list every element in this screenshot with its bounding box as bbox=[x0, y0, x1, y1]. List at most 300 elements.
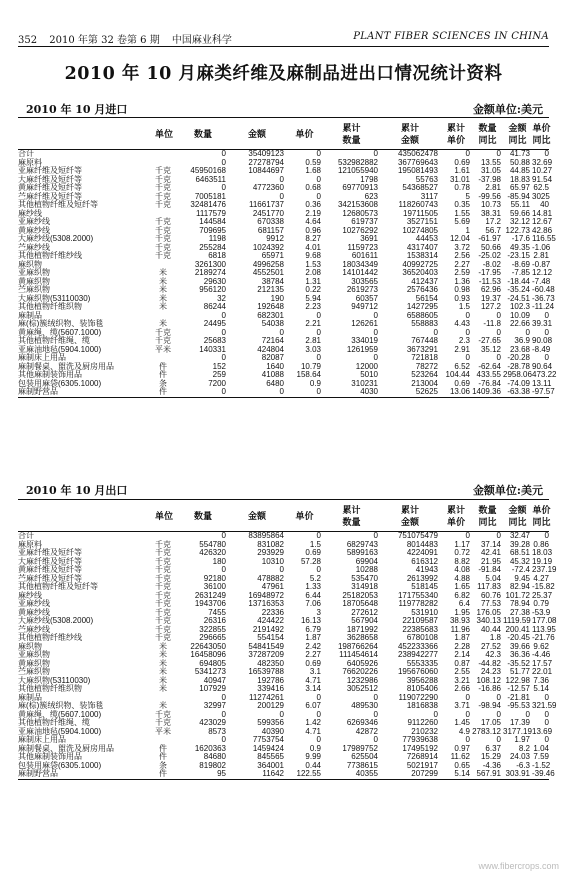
cell-qty_yoy: 56.7 bbox=[485, 225, 501, 235]
cell-price_yoy: 39.31 bbox=[532, 319, 553, 328]
cell-unit: 件 bbox=[159, 752, 167, 761]
cell-cum_qty: 126261 bbox=[351, 319, 378, 328]
cell-cum_qty: 18705648 bbox=[342, 599, 378, 608]
cell-price: 0.44 bbox=[305, 760, 321, 770]
cell-amt_yoy: 17.39 bbox=[509, 718, 530, 727]
cell-amt_yoy: -12.57 bbox=[507, 684, 530, 693]
table-header bbox=[18, 118, 549, 149]
cell-price: 0.9 bbox=[309, 378, 321, 388]
cell-price_yoy: 321.59 bbox=[532, 701, 557, 710]
cell-amt_yoy: -6.3 bbox=[516, 760, 530, 770]
row-label: 其他植物纤维织物 bbox=[18, 302, 82, 311]
cell-cum_qty: 121055940 bbox=[337, 166, 378, 175]
cell-price: 1.42 bbox=[305, 718, 321, 727]
cell-cum_price: 0.98 bbox=[454, 285, 470, 294]
cell-amt_yoy: 45.32 bbox=[509, 556, 530, 566]
cell-amt: 0 bbox=[279, 174, 284, 184]
cell-unit: 米 bbox=[159, 268, 167, 277]
row-label: 麻(棕)簇绒织物、装饰毯 bbox=[18, 319, 104, 328]
cell-cum_qty: 0 bbox=[373, 149, 378, 158]
cell-amt: 200129 bbox=[257, 701, 284, 710]
cell-cum_amt: 3117 bbox=[420, 191, 438, 201]
cell-cum_qty: 42872 bbox=[355, 726, 378, 736]
cell-cum_price: 0 bbox=[465, 149, 470, 158]
export-section-title: 2010 年 10 月出口 bbox=[26, 484, 128, 497]
cell-amt_yoy: 65.97 bbox=[509, 183, 530, 192]
cell-amt: 0 bbox=[279, 191, 284, 201]
cell-cum_qty: 40355 bbox=[355, 769, 378, 778]
cell-cum_amt: 2613992 bbox=[406, 573, 438, 583]
row-label: 大麻织物(53110030) bbox=[18, 293, 91, 303]
cell-cum_price: 11.62 bbox=[450, 752, 470, 761]
cell-qty_yoy: 0 bbox=[496, 149, 501, 158]
cell-qty_yoy: 340.13 bbox=[476, 616, 501, 625]
column-header-cum_qty: 累计 数量 bbox=[342, 504, 361, 527]
cell-amt_yoy: 32.12 bbox=[509, 217, 530, 226]
cell-unit: 米 bbox=[159, 285, 167, 294]
cell-unit: 千克 bbox=[155, 234, 171, 243]
cell-cum_price: 0 bbox=[465, 692, 470, 702]
cell-cum_amt: 207299 bbox=[411, 769, 438, 778]
cell-unit: 千克 bbox=[155, 200, 171, 209]
cell-qty_yoy: -25.02 bbox=[478, 251, 501, 260]
cell-cum_amt: 767448 bbox=[411, 336, 438, 345]
column-header-price: 单价 bbox=[295, 128, 314, 139]
cell-cum_price: 3.72 bbox=[454, 242, 470, 252]
cell-price: 0 bbox=[316, 709, 321, 719]
cell-amt_yoy: -72.4 bbox=[511, 565, 530, 574]
cell-qty: 423029 bbox=[199, 718, 226, 727]
cell-amt: 82087 bbox=[261, 353, 284, 362]
cell-unit: 米 bbox=[159, 658, 167, 668]
cell-price: 16.13 bbox=[300, 616, 321, 625]
cell-amt_yoy: 41.73 bbox=[509, 149, 530, 158]
cell-price: 0 bbox=[316, 149, 321, 158]
row-label: 其他植物纤维及短纤等 bbox=[18, 582, 98, 591]
cell-amt_yoy: 10.09 bbox=[509, 310, 530, 320]
cell-amt: 13716353 bbox=[248, 599, 284, 608]
row-label: 大麻纤维及短纤等 bbox=[18, 174, 82, 184]
cell-cum_price: 4.9 bbox=[458, 726, 470, 736]
cell-cum_price: 0.69 bbox=[454, 378, 470, 388]
column-header-unit: 单位 bbox=[154, 128, 173, 139]
cell-cum_qty: 625504 bbox=[351, 752, 378, 761]
cell-qty: 40947 bbox=[203, 675, 226, 685]
cell-cum_qty: 3052512 bbox=[346, 684, 378, 693]
cell-cum_qty: 60357 bbox=[355, 293, 378, 303]
cell-cum_price: 2.28 bbox=[454, 641, 470, 651]
cell-cum_qty: 310231 bbox=[351, 378, 378, 388]
cell-qty: 86244 bbox=[203, 302, 226, 311]
cell-qty_yoy: 31.05 bbox=[480, 166, 501, 175]
cell-qty: 22643050 bbox=[190, 641, 226, 651]
cell-amt_yoy: 200.41 bbox=[505, 624, 530, 634]
cell-qty: 95 bbox=[217, 769, 226, 778]
cell-price: 0.68 bbox=[305, 183, 321, 192]
cell-cum_qty: 12680573 bbox=[342, 208, 378, 218]
cell-price_yoy: 12.67 bbox=[532, 217, 553, 226]
cell-cum_amt: 412437 bbox=[411, 276, 438, 286]
cell-amt: 65971 bbox=[261, 251, 284, 260]
cell-qty_yoy: 50.66 bbox=[480, 242, 501, 252]
cell-price_yoy: 9.62 bbox=[533, 641, 549, 651]
cell-cum_qty: 601611 bbox=[351, 251, 378, 260]
cell-cum_amt: 238942277 bbox=[397, 650, 438, 659]
cell-qty_yoy: 176.05 bbox=[476, 607, 501, 617]
cell-amt: 4996258 bbox=[252, 259, 284, 269]
cell-cum_qty: 1871992 bbox=[346, 624, 378, 634]
cell-amt: 11274261 bbox=[249, 692, 284, 702]
row-label: 其他植物纤维纱线 bbox=[18, 251, 82, 260]
cell-cum_qty: 0 bbox=[373, 353, 378, 362]
row-label: 其他植物纤维纱线 bbox=[18, 633, 82, 642]
cell-amt: 599356 bbox=[257, 718, 284, 727]
cell-qty: 29630 bbox=[203, 276, 226, 286]
cell-qty_yoy: 62.96 bbox=[480, 285, 501, 294]
cell-amt_yoy: 122.98 bbox=[505, 675, 530, 685]
cell-price_yoy: 62.5 bbox=[533, 183, 549, 192]
row-label: 大麻纤维及短纤等 bbox=[18, 556, 82, 566]
cell-price_yoy: -53.9 bbox=[532, 607, 551, 617]
cell-amt_yoy: 39.28 bbox=[509, 539, 530, 549]
cell-unit: 千克 bbox=[155, 225, 171, 235]
cell-amt_yoy: 1.97 bbox=[514, 735, 530, 744]
cell-qty: 322855 bbox=[199, 624, 226, 634]
cell-amt: 670338 bbox=[257, 217, 284, 226]
cell-cum_price: 8.82 bbox=[454, 556, 470, 566]
row-label: 其他植物纤维绳、缆 bbox=[18, 336, 90, 345]
cell-cum_price: 2.27 bbox=[454, 259, 470, 269]
cell-price: 57.28 bbox=[300, 556, 321, 566]
cell-amt_yoy: -95.53 bbox=[507, 701, 530, 710]
cell-price_yoy: 90.08 bbox=[532, 336, 553, 345]
cell-unit: 千克 bbox=[155, 590, 171, 600]
column-header-amt: 金额 bbox=[247, 510, 266, 521]
cell-cum_amt: 210232 bbox=[411, 726, 438, 736]
cell-cum_price: 1.36 bbox=[454, 276, 470, 286]
cell-cum_amt: 40992725 bbox=[402, 259, 438, 269]
cell-qty: 32 bbox=[217, 293, 226, 303]
cell-amt_yoy: -74.09 bbox=[507, 378, 530, 388]
cell-amt_yoy: 101.72 bbox=[505, 590, 530, 600]
cell-cum_qty: 0 bbox=[373, 709, 378, 719]
cell-price_yoy: 25.37 bbox=[532, 590, 553, 600]
cell-amt_yoy: 50.88 bbox=[509, 157, 530, 167]
cell-price: 1.53 bbox=[305, 259, 321, 269]
cell-qty: 0 bbox=[221, 531, 226, 540]
cell-price: 2.81 bbox=[305, 336, 321, 345]
cell-cum_qty: 1798 bbox=[360, 174, 378, 184]
cell-amt: 16539788 bbox=[248, 667, 284, 676]
cell-price_yoy: 40 bbox=[540, 200, 549, 209]
cell-cum_price: 2.3 bbox=[458, 336, 470, 345]
row-label: 黄麻织物 bbox=[18, 658, 50, 668]
cell-amt: 192648 bbox=[257, 302, 284, 311]
cell-amt_yoy: 82.94 bbox=[509, 582, 530, 591]
row-label: 苎麻织物 bbox=[18, 285, 50, 294]
cell-cum_qty: 111454614 bbox=[339, 650, 378, 659]
cell-price_yoy: -11.24 bbox=[532, 302, 555, 311]
cell-cum_amt: 7268914 bbox=[406, 752, 438, 761]
cell-qty_yoy: 60.76 bbox=[480, 590, 501, 600]
cell-amt: 681157 bbox=[257, 225, 284, 235]
cell-amt: 554154 bbox=[257, 633, 284, 642]
cell-qty: 0 bbox=[221, 327, 226, 337]
cell-cum_amt: 3956288 bbox=[406, 675, 438, 685]
cell-unit: 件 bbox=[159, 370, 167, 379]
cell-cum_qty: 0 bbox=[373, 531, 378, 540]
cell-qty: 25683 bbox=[203, 336, 226, 345]
column-header-price_yoy: 单价 同比 bbox=[532, 504, 551, 527]
cell-qty: 255284 bbox=[199, 242, 226, 252]
cell-cum_price: 0 bbox=[465, 531, 470, 540]
cell-cum_amt: 1427295 bbox=[406, 302, 438, 311]
cell-price_yoy: 12.12 bbox=[532, 268, 553, 277]
cell-qty_yoy: -11.8 bbox=[483, 319, 501, 328]
cell-cum_qty: 1261959 bbox=[346, 344, 378, 354]
cell-price: 2.19 bbox=[305, 208, 321, 218]
cell-qty: 7200 bbox=[208, 378, 226, 388]
row-label: 麻制餐桌、盥洗及厨房用品 bbox=[18, 361, 114, 371]
cell-qty_yoy: 0 bbox=[496, 353, 501, 362]
cell-price: 0.9 bbox=[309, 743, 321, 753]
cell-cum_amt: 36520403 bbox=[402, 268, 438, 277]
cell-price: 6.79 bbox=[305, 624, 321, 634]
cell-qty: 5341273 bbox=[194, 667, 226, 676]
cell-unit: 米 bbox=[159, 319, 167, 328]
cell-price_yoy: -21.76 bbox=[532, 633, 555, 642]
cell-cum_amt: 9112260 bbox=[407, 718, 438, 727]
cell-amt: 41088 bbox=[261, 370, 284, 379]
cell-cum_price: 4.88 bbox=[454, 573, 470, 583]
cell-price_yoy: 10.27 bbox=[532, 166, 553, 175]
cell-cum_price: 31.01 bbox=[449, 174, 470, 184]
row-label: 麻制品 bbox=[18, 310, 42, 320]
import-amount-unit: 金额单位:美元 bbox=[472, 103, 543, 116]
cell-qty: 0 bbox=[221, 157, 226, 167]
cell-cum_price: 0.93 bbox=[454, 293, 470, 303]
cell-qty: 92180 bbox=[203, 573, 226, 583]
row-label: 苎麻织物 bbox=[18, 667, 50, 676]
cell-price_yoy: 0 bbox=[544, 149, 549, 158]
cell-price: 0.22 bbox=[305, 285, 321, 294]
cell-amt_yoy: 32.47 bbox=[509, 531, 530, 540]
column-header-qty_yoy: 数量 同比 bbox=[478, 504, 497, 527]
cell-cum_price: 11.96 bbox=[450, 624, 470, 634]
table-bottom-rule bbox=[18, 779, 549, 780]
cell-cum_amt: 19711505 bbox=[403, 208, 438, 218]
cell-qty: 426320 bbox=[199, 548, 226, 557]
cell-amt_yoy: 44.85 bbox=[509, 166, 530, 175]
cell-amt_yoy: -20.28 bbox=[507, 353, 530, 362]
cell-qty_yoy: 17.05 bbox=[480, 718, 501, 727]
cell-cum_qty: 3628658 bbox=[346, 633, 378, 642]
page-number: 352 bbox=[18, 35, 38, 46]
row-label: 亚麻织物 bbox=[18, 268, 50, 277]
cell-price_yoy: 0 bbox=[544, 531, 549, 540]
cell-qty_yoy: 42.41 bbox=[480, 548, 501, 557]
cell-cum_amt: 195676060 bbox=[397, 667, 438, 676]
cell-qty: 1620363 bbox=[194, 743, 226, 753]
cell-cum_price: 1 bbox=[465, 225, 470, 235]
row-label: 麻织物 bbox=[18, 641, 42, 651]
cell-cum_price: 12.04 bbox=[449, 234, 470, 243]
cell-price: 3.14 bbox=[305, 684, 321, 693]
cell-price: 4.64 bbox=[305, 217, 321, 226]
cell-cum_qty: 7738615 bbox=[346, 760, 378, 770]
cell-amt: 845565 bbox=[257, 752, 284, 761]
cell-price: 9.68 bbox=[305, 251, 321, 260]
cell-amt: 11642 bbox=[262, 769, 284, 778]
cell-amt: 0 bbox=[279, 565, 284, 574]
export-amount-unit: 金额单位:美元 bbox=[472, 484, 543, 497]
cell-price: 4.71 bbox=[305, 726, 321, 736]
cell-cum_amt: 54368527 bbox=[402, 183, 438, 192]
row-label: 亚麻油地毡(5904.1000) bbox=[18, 726, 102, 736]
cell-qty_yoy: 13.55 bbox=[480, 157, 501, 167]
cell-price_yoy: 3025 bbox=[532, 191, 550, 201]
row-label: 亚麻纤维及短纤等 bbox=[18, 166, 82, 175]
cell-price_yoy: 7.59 bbox=[533, 752, 549, 761]
cell-unit: 千克 bbox=[155, 327, 171, 337]
cell-amt_yoy: 36.36 bbox=[509, 650, 530, 659]
cell-cum_qty: 4030 bbox=[360, 387, 378, 396]
cell-qty: 0 bbox=[221, 735, 226, 744]
cell-amt: 212135 bbox=[257, 285, 284, 294]
cell-cum_amt: 8105406 bbox=[406, 684, 438, 693]
cell-qty_yoy: -76.84 bbox=[478, 378, 501, 388]
cell-price: 2.21 bbox=[305, 319, 321, 328]
cell-amt: 1459424 bbox=[252, 743, 284, 753]
cell-unit: 千克 bbox=[155, 633, 171, 642]
cell-price: 0 bbox=[316, 353, 321, 362]
cell-cum_price: 13.06 bbox=[449, 387, 470, 396]
column-header-amt: 金额 bbox=[247, 128, 266, 139]
cell-cum_amt: 52625 bbox=[415, 387, 438, 396]
cell-amt: 0 bbox=[279, 387, 284, 396]
cell-amt: 83895864 bbox=[248, 531, 284, 540]
cell-qty_yoy: 40.44 bbox=[480, 624, 501, 634]
cell-amt_yoy: 51.77 bbox=[509, 667, 530, 676]
cell-price: 2.23 bbox=[305, 302, 321, 311]
cell-cum_price: 104.44 bbox=[445, 370, 470, 379]
cell-qty_yoy: 0 bbox=[496, 531, 501, 540]
cell-amt: 35409123 bbox=[248, 149, 284, 158]
cell-price: 0.69 bbox=[305, 658, 321, 668]
import-table bbox=[18, 117, 557, 398]
cell-amt: 47961 bbox=[261, 582, 284, 591]
cell-qty_yoy: -99.56 bbox=[478, 191, 501, 201]
cell-price_yoy: -0.87 bbox=[532, 259, 551, 269]
cell-price_yoy: 18.03 bbox=[532, 548, 553, 557]
cell-price_yoy: -15.82 bbox=[532, 582, 555, 591]
row-label: 苎麻纤维及短纤等 bbox=[18, 191, 82, 201]
cell-price: 0.69 bbox=[305, 548, 321, 557]
cell-qty_yoy: -4.36 bbox=[482, 760, 501, 770]
cell-cum_price: 0.87 bbox=[454, 658, 470, 668]
cell-qty: 180 bbox=[212, 556, 226, 566]
cell-qty: 8573 bbox=[208, 726, 226, 736]
cell-amt: 6480 bbox=[266, 378, 284, 388]
column-header-price: 单价 bbox=[295, 510, 314, 521]
row-label: 其他植物纤维绳、缆 bbox=[18, 718, 90, 727]
cell-amt_yoy: -18.44 bbox=[507, 276, 530, 286]
cell-qty: 0 bbox=[221, 709, 226, 719]
cell-qty_yoy: -62.64 bbox=[478, 361, 501, 371]
cell-amt_yoy: -7.85 bbox=[511, 268, 530, 277]
cell-qty_yoy: 17.2 bbox=[485, 217, 501, 226]
row-label: 其他植物纤维及短纤等 bbox=[18, 200, 98, 209]
cell-amt_yoy: 3177.19 bbox=[503, 726, 532, 736]
cell-price_yoy: 22.01 bbox=[532, 667, 553, 676]
cell-qty_yoy: -61.97 bbox=[478, 234, 501, 243]
cell-qty_yoy: 0 bbox=[496, 709, 501, 719]
cell-qty: 36100 bbox=[203, 582, 226, 591]
cell-amt_yoy: 49.35 bbox=[509, 242, 530, 252]
cell-qty: 0 bbox=[221, 565, 226, 574]
cell-qty: 26316 bbox=[203, 616, 226, 625]
page-title: 2010 年 10 月麻类纤维及麻制品进出口情况统计资料 bbox=[64, 64, 503, 84]
row-label: 苎麻纤维及短纤等 bbox=[18, 573, 82, 583]
cell-cum_qty: 1159723 bbox=[347, 242, 378, 252]
cell-cum_amt: 558883 bbox=[411, 319, 438, 328]
cell-qty: 107929 bbox=[199, 684, 226, 693]
cell-qty_yoy: 35.12 bbox=[480, 344, 501, 354]
cell-price: 0.59 bbox=[305, 157, 321, 167]
cell-unit: 米 bbox=[159, 701, 167, 710]
cell-cum_amt: 367769643 bbox=[397, 157, 438, 167]
cell-qty_yoy: 0 bbox=[496, 310, 501, 320]
cell-qty: 32481476 bbox=[190, 200, 226, 209]
cell-unit: 千克 bbox=[155, 718, 171, 727]
cell-qty_yoy: 2783.12 bbox=[472, 726, 501, 736]
cell-qty_yoy: 1.8 bbox=[489, 633, 501, 642]
cell-unit: 平米 bbox=[155, 726, 171, 736]
row-label: 麻纱线 bbox=[18, 590, 42, 600]
row-label: 合计 bbox=[18, 531, 34, 540]
cell-price_yoy: 0 bbox=[544, 353, 549, 362]
cell-amt: 2451770 bbox=[252, 208, 284, 218]
cell-cum_price: 0 bbox=[465, 735, 470, 744]
cell-cum_price: 0 bbox=[465, 327, 470, 337]
cell-amt_yoy: 68.51 bbox=[509, 548, 530, 557]
row-label: 亚麻油地毡(5904.1000) bbox=[18, 344, 102, 354]
cell-price_yoy: 0 bbox=[544, 310, 549, 320]
cell-cum_amt: 78272 bbox=[415, 361, 438, 371]
column-header-price_yoy: 单价 同比 bbox=[532, 122, 551, 145]
cell-cum_price: 4.43 bbox=[454, 319, 470, 328]
cell-cum_qty: 535470 bbox=[351, 573, 378, 583]
header-left bbox=[18, 31, 241, 46]
row-label: 黄麻绳、缆(5607.1000) bbox=[18, 709, 102, 719]
cell-unit: 千克 bbox=[155, 709, 171, 719]
cell-qty: 0 bbox=[221, 310, 226, 320]
cell-amt_yoy: 0 bbox=[525, 709, 530, 719]
cell-cum_amt: 119072290 bbox=[398, 692, 438, 702]
cell-cum_price: 5.14 bbox=[454, 769, 470, 778]
cell-amt: 190 bbox=[270, 293, 284, 303]
cell-price: 7.06 bbox=[305, 599, 321, 608]
issue-info: 2010 年第 32 卷第 6 期 bbox=[49, 35, 160, 46]
cell-price_yoy: 473.22 bbox=[532, 370, 557, 379]
cell-qty_yoy: 6.37 bbox=[485, 743, 501, 753]
cell-qty: 32997 bbox=[203, 701, 226, 710]
cell-qty_yoy: 108.12 bbox=[476, 675, 501, 685]
cell-amt_yoy: 78.94 bbox=[509, 599, 530, 608]
cell-cum_amt: 10274805 bbox=[402, 225, 438, 235]
cell-amt_yoy: -35.52 bbox=[507, 658, 530, 668]
cell-qty: 956120 bbox=[199, 285, 226, 294]
